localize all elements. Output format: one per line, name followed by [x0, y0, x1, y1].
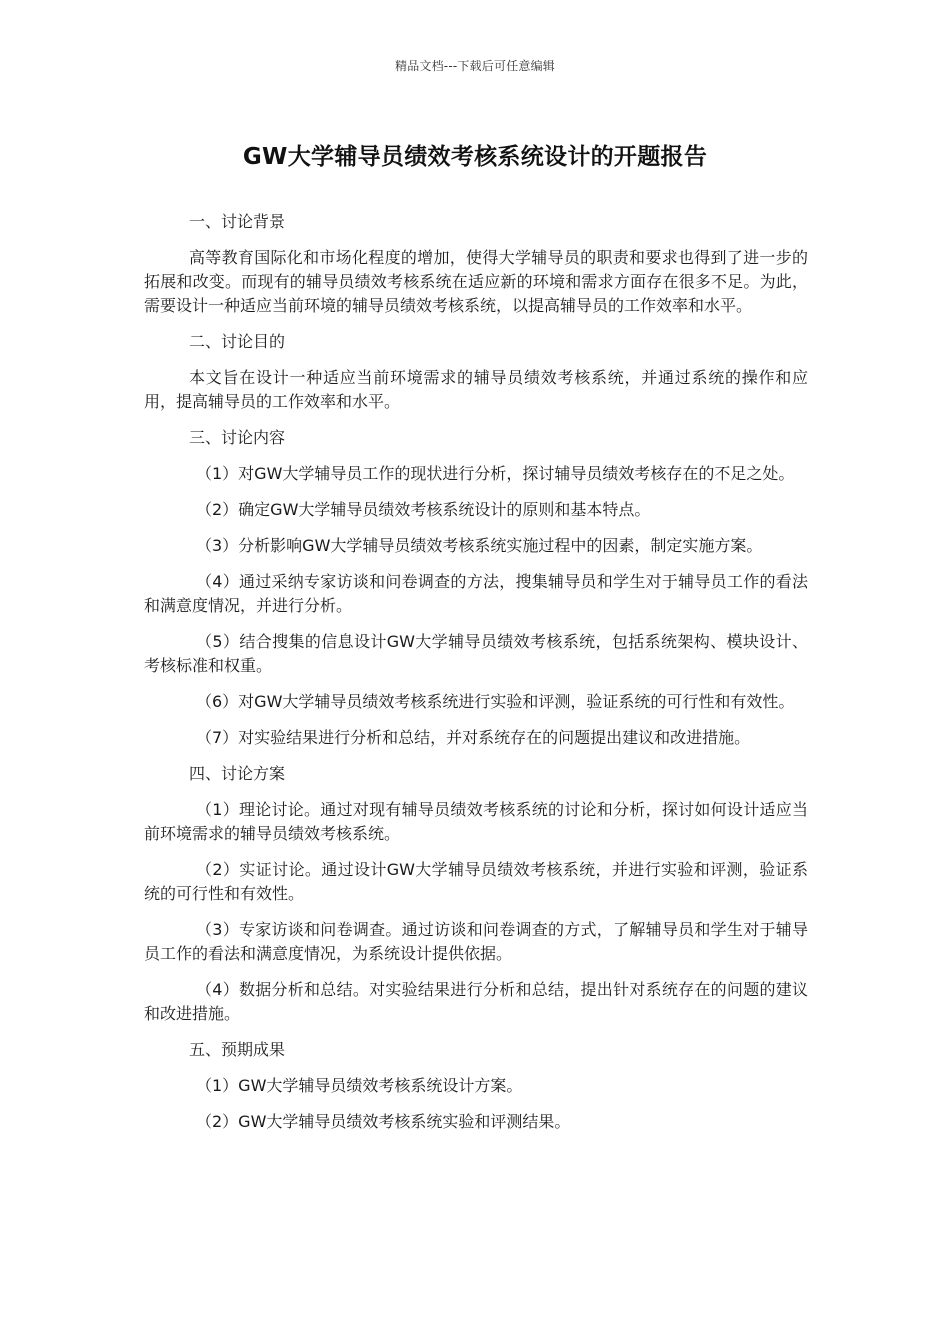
content-item: （5）结合搜集的信息设计GW大学辅导员绩效考核系统，包括系统架构、模块设计、考核标准和权重。 [144, 632, 808, 675]
plan-item: （3）专家访谈和问卷调查。通过访谈和问卷调查的方式，了解辅导员和学生对于辅导员工作的看法和满意度情况，为系统设计提供依据。 [144, 920, 808, 963]
page-header: 精品文档---下载后可任意编辑 [395, 59, 555, 73]
paragraph-background: 高等教育国际化和市场化程度的增加，使得大学辅导员的职责和要求也得到了进一步的拓展和改变。而现有的辅导员绩效考核系统在适应新的环境和需求方面存在很多不足。为此，需要设计一种适应当前环境的辅导员绩效考核系统，以提高辅导员的工作效率和水平。 [144, 248, 808, 315]
section-heading-content: 三、讨论内容 [189, 428, 286, 447]
outcome-item: （1）GW大学辅导员绩效考核系统设计方案。 [196, 1076, 523, 1095]
document-body [144, 210, 808, 1146]
paragraph-purpose: 本文旨在设计一种适应当前环境需求的辅导员绩效考核系统，并通过系统的操作和应用，提高辅导员的工作效率和水平。 [144, 368, 808, 411]
section-heading-plan: 四、讨论方案 [189, 764, 286, 783]
plan-item: （4）数据分析和总结。对实验结果进行分析和总结，提出针对系统存在的问题的建议和改进措施。 [144, 980, 808, 1023]
content-item: （1）对GW大学辅导员工作的现状进行分析，探讨辅导员绩效考核存在的不足之处。 [196, 464, 795, 483]
content-item: （4）通过采纳专家访谈和问卷调查的方法，搜集辅导员和学生对于辅导员工作的看法和满意度情况，并进行分析。 [144, 572, 808, 615]
content-item: （7）对实验结果进行分析和总结，并对系统存在的问题提出建议和改进措施。 [196, 728, 751, 747]
outcome-item: （2）GW大学辅导员绩效考核系统实验和评测结果。 [196, 1112, 571, 1131]
section-heading-purpose: 二、讨论目的 [189, 332, 286, 351]
plan-item: （1）理论讨论。通过对现有辅导员绩效考核系统的讨论和分析，探讨如何设计适应当前环境需求的辅导员绩效考核系统。 [144, 800, 808, 843]
content-item: （6）对GW大学辅导员绩效考核系统进行实验和评测，验证系统的可行性和有效性。 [196, 692, 795, 711]
content-item: （3）分析影响GW大学辅导员绩效考核系统实施过程中的因素，制定实施方案。 [196, 536, 763, 555]
section-heading-background: 一、讨论背景 [189, 212, 286, 231]
section-heading-outcomes: 五、预期成果 [189, 1040, 286, 1059]
plan-item: （2）实证讨论。通过设计GW大学辅导员绩效考核系统，并进行实验和评测，验证系统的可行性和有效性。 [144, 860, 808, 903]
document-title: GW大学辅导员绩效考核系统设计的开题报告 [242, 144, 708, 170]
content-item: （2）确定GW大学辅导员绩效考核系统设计的原则和基本特点。 [196, 500, 651, 519]
